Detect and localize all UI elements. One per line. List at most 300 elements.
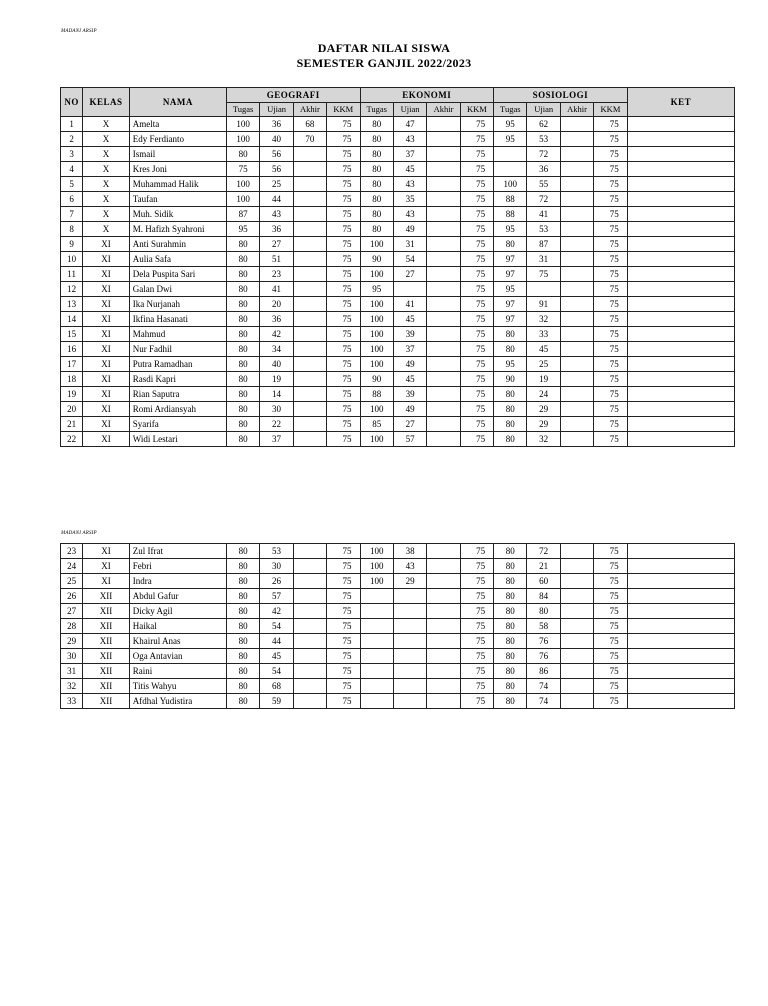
cell-ujian: 45 [393, 372, 426, 387]
cell-kkm: 75 [327, 147, 360, 162]
table-row [61, 357, 735, 372]
cell-akhir [293, 192, 326, 207]
cell-ujian: 72 [527, 147, 560, 162]
cell-akhir [293, 267, 326, 282]
cell-kkm: 75 [327, 544, 360, 559]
cell-tugas: 100 [226, 192, 259, 207]
cell-ujian: 54 [393, 252, 426, 267]
cell-tugas: 80 [226, 327, 259, 342]
cell-ujian: 34 [260, 342, 293, 357]
row-nama: Anti Surahmin [129, 237, 226, 252]
cell-tugas: 100 [360, 297, 393, 312]
cell-akhir [560, 432, 593, 447]
cell-ujian: 27 [393, 417, 426, 432]
row-nama: Amelta [129, 117, 226, 132]
cell-tugas: 80 [494, 544, 527, 559]
cell-ujian: 74 [527, 694, 560, 709]
table-row [61, 312, 735, 327]
cell-tugas: 80 [360, 222, 393, 237]
cell-akhir [293, 222, 326, 237]
cell-ujian: 32 [527, 432, 560, 447]
cell-kkm: 75 [594, 237, 627, 252]
cell-ujian: 41 [393, 297, 426, 312]
cell-akhir [427, 694, 460, 709]
page-subtitle: SEMESTER GANJIL 2022/2023 [296, 56, 472, 70]
row-nama: Kres Joni [129, 162, 226, 177]
cell-ujian: 58 [527, 619, 560, 634]
cell-tugas: 90 [360, 252, 393, 267]
cell-akhir: 70 [293, 132, 326, 147]
cell-akhir [293, 679, 326, 694]
header-akhir: Akhir [560, 103, 593, 117]
cell-ujian: 49 [393, 402, 426, 417]
cell-akhir [560, 342, 593, 357]
cell-ket [627, 432, 734, 447]
cell-ujian: 43 [260, 207, 293, 222]
cell-akhir [427, 664, 460, 679]
cell-ujian: 43 [393, 177, 426, 192]
row-nama: Romi Ardiansyah [129, 402, 226, 417]
cell-ujian: 41 [260, 282, 293, 297]
cell-tugas: 80 [226, 574, 259, 589]
cell-tugas: 80 [226, 357, 259, 372]
cell-kkm: 75 [594, 222, 627, 237]
cell-tugas: 80 [226, 282, 259, 297]
cell-ujian: 76 [527, 634, 560, 649]
row-no: 26 [61, 589, 83, 604]
cell-akhir [427, 222, 460, 237]
cell-ujian [527, 282, 560, 297]
table-row [61, 634, 735, 649]
cell-kkm: 75 [594, 162, 627, 177]
cell-ujian: 42 [260, 604, 293, 619]
cell-akhir [427, 372, 460, 387]
table-row [61, 432, 735, 447]
row-nama: Dicky Agil [129, 604, 226, 619]
cell-ket [627, 237, 734, 252]
table-row [61, 177, 735, 192]
cell-akhir [293, 402, 326, 417]
row-kelas: XI [83, 342, 130, 357]
table-row [61, 267, 735, 282]
cell-kkm: 75 [594, 252, 627, 267]
row-no: 15 [61, 327, 83, 342]
cell-ujian [393, 604, 426, 619]
cell-tugas: 80 [494, 417, 527, 432]
cell-ujian: 40 [260, 357, 293, 372]
cell-tugas [360, 589, 393, 604]
cell-akhir [293, 312, 326, 327]
cell-ket [627, 282, 734, 297]
cell-tugas: 95 [494, 222, 527, 237]
cell-akhir [293, 619, 326, 634]
cell-akhir [293, 634, 326, 649]
cell-kkm: 75 [327, 559, 360, 574]
cell-ujian: 49 [393, 222, 426, 237]
cell-tugas: 80 [226, 312, 259, 327]
row-kelas: XII [83, 694, 130, 709]
header-geografi: GEOGRAFI [226, 88, 360, 103]
cell-ujian: 45 [393, 162, 426, 177]
cell-ket [627, 664, 734, 679]
row-nama: Febri [129, 559, 226, 574]
cell-tugas: 80 [226, 252, 259, 267]
cell-ujian: 55 [527, 177, 560, 192]
cell-ujian: 33 [527, 327, 560, 342]
row-no: 13 [61, 297, 83, 312]
cell-akhir [560, 679, 593, 694]
row-kelas: X [83, 192, 130, 207]
row-kelas: XI [83, 237, 130, 252]
table-row [61, 327, 735, 342]
cell-akhir [293, 664, 326, 679]
row-no: 7 [61, 207, 83, 222]
cell-ket [627, 132, 734, 147]
cell-ujian: 22 [260, 417, 293, 432]
table-row [61, 282, 735, 297]
cell-ket [627, 177, 734, 192]
cell-kkm: 75 [460, 679, 493, 694]
cell-akhir [427, 132, 460, 147]
cell-kkm: 75 [327, 237, 360, 252]
row-no: 18 [61, 372, 83, 387]
cell-ujian [393, 282, 426, 297]
cell-tugas: 80 [226, 402, 259, 417]
cell-akhir [427, 417, 460, 432]
cell-kkm: 75 [594, 604, 627, 619]
cell-akhir [427, 192, 460, 207]
row-no: 19 [61, 387, 83, 402]
row-kelas: XI [83, 267, 130, 282]
row-kelas: X [83, 132, 130, 147]
cell-tugas: 100 [360, 432, 393, 447]
cell-akhir [427, 619, 460, 634]
cell-kkm: 75 [327, 117, 360, 132]
cell-ujian: 43 [393, 132, 426, 147]
cell-akhir [293, 544, 326, 559]
cell-ujian: 44 [260, 192, 293, 207]
cell-akhir [427, 574, 460, 589]
cell-akhir [427, 604, 460, 619]
row-kelas: XII [83, 664, 130, 679]
cell-ujian: 39 [393, 327, 426, 342]
row-nama: Taufan [129, 192, 226, 207]
cell-akhir [293, 237, 326, 252]
cell-tugas: 100 [360, 559, 393, 574]
cell-kkm: 75 [594, 694, 627, 709]
cell-kkm: 75 [594, 207, 627, 222]
cell-tugas: 100 [360, 327, 393, 342]
cell-ujian: 87 [527, 237, 560, 252]
header-kkm: KKM [594, 103, 627, 117]
cell-ket [627, 574, 734, 589]
cell-tugas: 80 [226, 544, 259, 559]
cell-ujian: 14 [260, 387, 293, 402]
cell-ujian: 41 [527, 207, 560, 222]
table-row [61, 574, 735, 589]
cell-ujian [393, 619, 426, 634]
cell-tugas: 80 [494, 694, 527, 709]
cell-akhir [427, 327, 460, 342]
cell-tugas: 80 [226, 649, 259, 664]
cell-kkm: 75 [460, 192, 493, 207]
cell-kkm: 75 [594, 432, 627, 447]
cell-akhir [427, 267, 460, 282]
cell-ujian: 44 [260, 634, 293, 649]
cell-tugas [360, 649, 393, 664]
cell-akhir [293, 252, 326, 267]
cell-kkm: 75 [327, 252, 360, 267]
cell-ket [627, 327, 734, 342]
row-nama: Galan Dwi [129, 282, 226, 297]
cell-ujian: 72 [527, 192, 560, 207]
cell-ket [627, 372, 734, 387]
cell-tugas: 80 [360, 117, 393, 132]
cell-kkm: 75 [327, 649, 360, 664]
cell-kkm: 75 [460, 147, 493, 162]
row-nama: Dela Puspita Sari [129, 267, 226, 282]
cell-ujian: 54 [260, 619, 293, 634]
cell-kkm: 75 [460, 604, 493, 619]
cell-tugas: 100 [360, 544, 393, 559]
cell-ket [627, 694, 734, 709]
cell-ujian: 72 [527, 544, 560, 559]
cell-kkm: 75 [594, 147, 627, 162]
cell-akhir [427, 207, 460, 222]
row-kelas: XI [83, 372, 130, 387]
row-nama: Zul Ifrat [129, 544, 226, 559]
cell-tugas: 97 [494, 297, 527, 312]
row-no: 2 [61, 132, 83, 147]
cell-akhir [560, 312, 593, 327]
cell-kkm: 75 [460, 222, 493, 237]
cell-kkm: 75 [594, 589, 627, 604]
cell-ket [627, 192, 734, 207]
row-nama: Muh. Sidik [129, 207, 226, 222]
row-kelas: XI [83, 387, 130, 402]
cell-kkm: 75 [594, 664, 627, 679]
cell-ujian: 32 [527, 312, 560, 327]
row-nama: Ismail [129, 147, 226, 162]
cell-ujian: 60 [527, 574, 560, 589]
table-row [61, 604, 735, 619]
cell-tugas: 95 [494, 357, 527, 372]
cell-tugas: 80 [494, 559, 527, 574]
cell-ujian [393, 649, 426, 664]
cell-ket [627, 649, 734, 664]
row-kelas: XI [83, 402, 130, 417]
cell-akhir [293, 372, 326, 387]
row-no: 29 [61, 634, 83, 649]
cell-akhir [560, 402, 593, 417]
row-nama: Aulia Safa [129, 252, 226, 267]
row-kelas: XI [83, 297, 130, 312]
cell-tugas: 90 [494, 372, 527, 387]
cell-tugas: 80 [226, 694, 259, 709]
cell-ket [627, 222, 734, 237]
cell-ujian: 39 [393, 387, 426, 402]
cell-akhir [560, 252, 593, 267]
cell-ujian: 21 [527, 559, 560, 574]
cell-tugas: 80 [226, 342, 259, 357]
cell-tugas: 80 [360, 177, 393, 192]
cell-akhir [427, 312, 460, 327]
cell-kkm: 75 [460, 312, 493, 327]
cell-ujian: 19 [527, 372, 560, 387]
row-kelas: XI [83, 282, 130, 297]
cell-tugas: 80 [360, 162, 393, 177]
header-ujian: Ujian [393, 103, 426, 117]
cell-kkm: 75 [327, 357, 360, 372]
cell-kkm: 75 [327, 372, 360, 387]
cell-kkm: 75 [327, 589, 360, 604]
cell-ujian: 47 [393, 117, 426, 132]
cell-tugas: 80 [494, 679, 527, 694]
row-nama: Haikal [129, 619, 226, 634]
cell-akhir [427, 559, 460, 574]
cell-kkm: 75 [460, 267, 493, 282]
header-ujian: Ujian [260, 103, 293, 117]
header-note: MADANI ARSIP [61, 29, 97, 34]
cell-kkm: 75 [594, 342, 627, 357]
row-no: 31 [61, 664, 83, 679]
row-kelas: X [83, 207, 130, 222]
cell-tugas: 85 [360, 417, 393, 432]
cell-kkm: 75 [460, 132, 493, 147]
cell-ujian: 31 [393, 237, 426, 252]
cell-akhir [560, 192, 593, 207]
cell-akhir [293, 574, 326, 589]
header-tugas: Tugas [494, 103, 527, 117]
cell-akhir [293, 694, 326, 709]
cell-ujian: 68 [260, 679, 293, 694]
cell-tugas: 90 [360, 372, 393, 387]
cell-ujian: 56 [260, 147, 293, 162]
cell-tugas: 80 [226, 432, 259, 447]
cell-kkm: 75 [460, 694, 493, 709]
cell-akhir [293, 589, 326, 604]
cell-kkm: 75 [460, 402, 493, 417]
cell-ujian: 37 [260, 432, 293, 447]
cell-tugas: 80 [494, 634, 527, 649]
cell-ujian: 86 [527, 664, 560, 679]
cell-kkm: 75 [327, 634, 360, 649]
cell-akhir [560, 162, 593, 177]
cell-tugas: 95 [226, 222, 259, 237]
table-row [61, 589, 735, 604]
cell-kkm: 75 [327, 387, 360, 402]
cell-tugas: 80 [226, 297, 259, 312]
row-kelas: XII [83, 649, 130, 664]
cell-kkm: 75 [327, 222, 360, 237]
cell-akhir [560, 132, 593, 147]
cell-akhir [427, 297, 460, 312]
row-kelas: XII [83, 679, 130, 694]
cell-kkm: 75 [327, 619, 360, 634]
cell-ujian: 36 [260, 312, 293, 327]
table-row [61, 679, 735, 694]
cell-ujian: 30 [260, 402, 293, 417]
table-row [61, 372, 735, 387]
cell-tugas: 97 [494, 312, 527, 327]
cell-kkm: 75 [594, 327, 627, 342]
row-no: 16 [61, 342, 83, 357]
table-row [61, 402, 735, 417]
cell-kkm: 75 [594, 544, 627, 559]
cell-ujian: 31 [527, 252, 560, 267]
row-nama: Rasdi Kapri [129, 372, 226, 387]
cell-ket [627, 162, 734, 177]
row-nama: Titis Wahyu [129, 679, 226, 694]
cell-tugas: 88 [494, 207, 527, 222]
cell-ujian: 57 [393, 432, 426, 447]
header-no: NO [61, 88, 83, 117]
cell-akhir [293, 417, 326, 432]
cell-ujian: 40 [260, 132, 293, 147]
cell-ket [627, 342, 734, 357]
cell-ket [627, 589, 734, 604]
cell-ujian [393, 694, 426, 709]
page-title: DAFTAR NILAI SISWA [317, 41, 451, 55]
row-nama: Khairul Anas [129, 634, 226, 649]
row-kelas: XI [83, 252, 130, 267]
cell-tugas: 100 [226, 177, 259, 192]
cell-tugas: 100 [360, 237, 393, 252]
cell-kkm: 75 [460, 387, 493, 402]
cell-akhir [293, 604, 326, 619]
row-kelas: X [83, 222, 130, 237]
cell-kkm: 75 [327, 432, 360, 447]
cell-tugas: 95 [494, 117, 527, 132]
cell-tugas: 80 [494, 342, 527, 357]
cell-ujian: 54 [260, 664, 293, 679]
cell-ujian [393, 589, 426, 604]
cell-akhir [293, 559, 326, 574]
cell-akhir [293, 432, 326, 447]
table-row [61, 147, 735, 162]
row-nama: Abdul Gafur [129, 589, 226, 604]
cell-akhir [293, 147, 326, 162]
cell-akhir [427, 649, 460, 664]
cell-tugas [360, 604, 393, 619]
cell-kkm: 75 [594, 177, 627, 192]
cell-tugas: 80 [226, 147, 259, 162]
cell-ujian: 45 [393, 312, 426, 327]
cell-kkm: 75 [327, 664, 360, 679]
cell-kkm: 75 [460, 177, 493, 192]
cell-kkm: 75 [594, 117, 627, 132]
cell-tugas: 80 [226, 589, 259, 604]
cell-kkm: 75 [327, 282, 360, 297]
cell-ujian: 84 [527, 589, 560, 604]
cell-akhir [560, 634, 593, 649]
cell-ujian: 29 [527, 417, 560, 432]
table-row [61, 387, 735, 402]
row-kelas: XI [83, 312, 130, 327]
cell-kkm: 75 [594, 267, 627, 282]
cell-akhir [293, 649, 326, 664]
cell-ujian: 19 [260, 372, 293, 387]
row-no: 27 [61, 604, 83, 619]
cell-akhir [560, 222, 593, 237]
cell-kkm: 75 [460, 252, 493, 267]
cell-ujian: 53 [260, 544, 293, 559]
cell-ket [627, 417, 734, 432]
cell-kkm: 75 [460, 207, 493, 222]
row-nama: Muhammad Halik [129, 177, 226, 192]
cell-akhir [427, 432, 460, 447]
table-body-page2 [61, 544, 735, 709]
